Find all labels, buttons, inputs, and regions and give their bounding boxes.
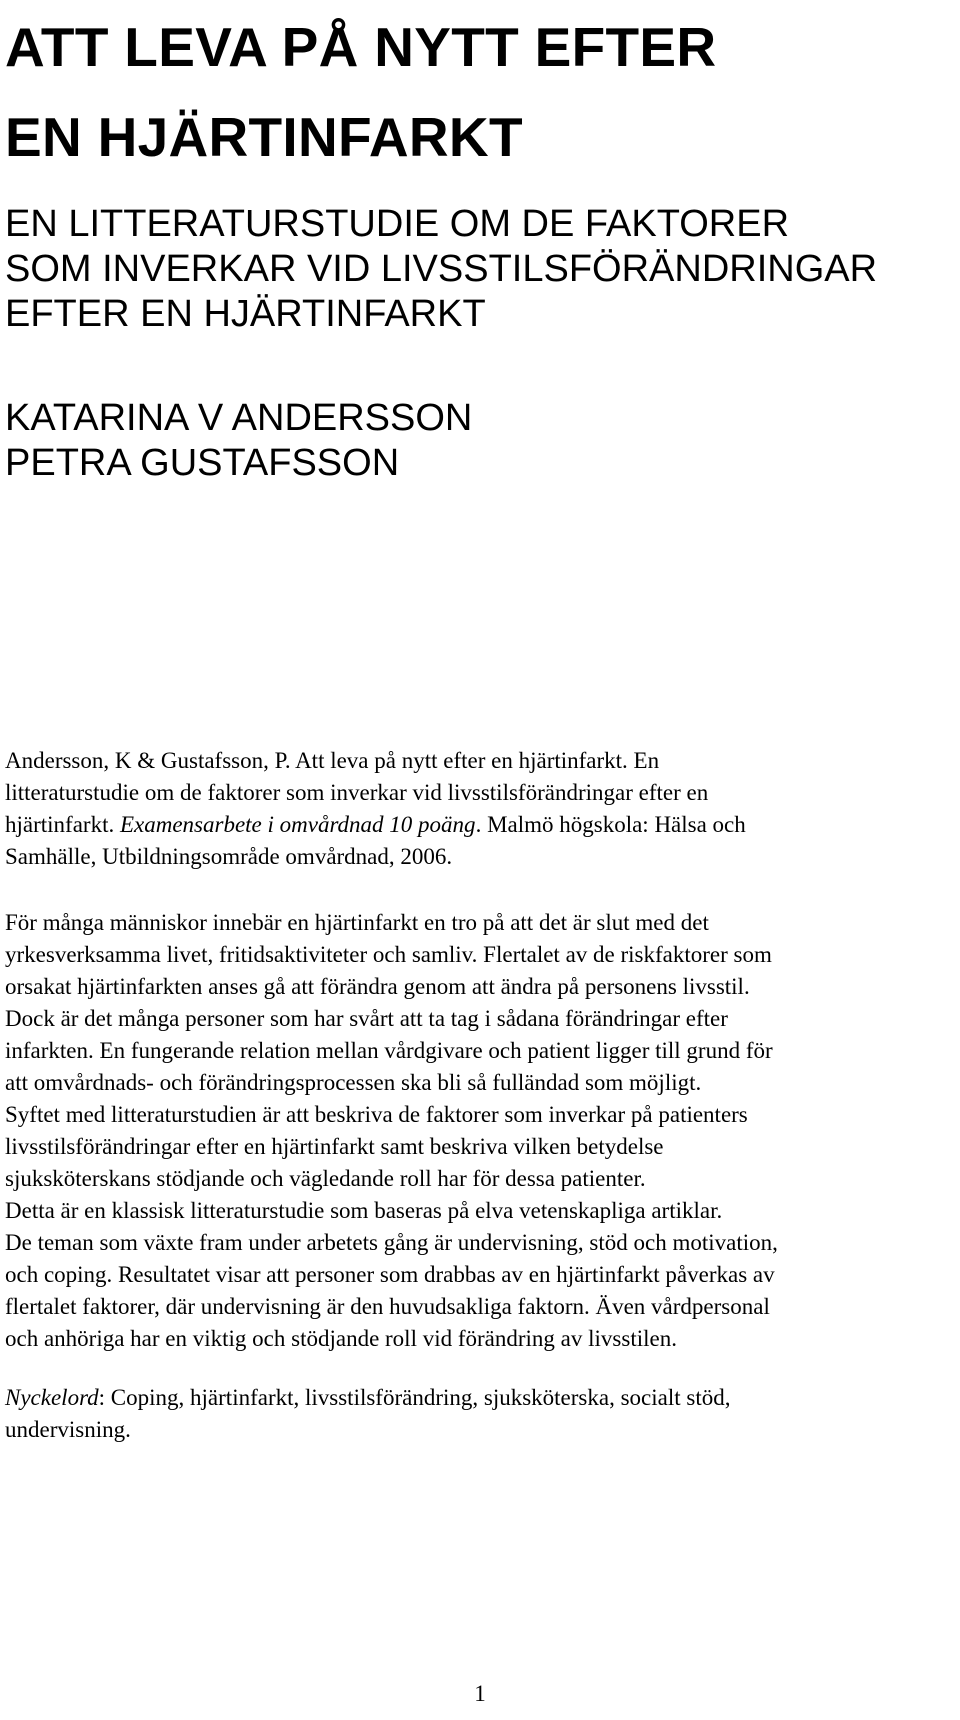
title-line: ATT LEVA PÅ NYTT EFTER (5, 16, 717, 78)
abstract-line: Dock är det många personer som har svårt att ta tag i sådana förändringar efter (5, 1006, 728, 1031)
author-name: KATARINA V ANDERSSON (5, 397, 473, 439)
citation-block (5, 745, 945, 873)
abstract-line: Syftet med litteraturstudien är att beskriva de faktorer som inverkar på patienters (5, 1102, 748, 1127)
document-subtitle (5, 202, 955, 337)
abstract-line: De teman som växte fram under arbetets gång är undervisning, stöd och motivation, (5, 1230, 778, 1255)
abstract-line: att omvårdnads- och förändringsprocessen ska bli så fulländad som möjligt. (5, 1070, 702, 1095)
abstract-line: och anhöriga har en viktig och stödjande roll vid förändring av livsstilen. (5, 1326, 677, 1351)
abstract-line: Detta är en klassisk litteraturstudie som baseras på elva vetenskapliga artiklar. (5, 1198, 723, 1223)
subtitle-line: EN LITTERATURSTUDIE OM DE FAKTORER (5, 203, 790, 245)
keywords-label: Nyckelord (5, 1385, 99, 1410)
citation-text: hjärtinfarkt. (5, 812, 120, 837)
abstract-line: orsakat hjärtinfarkten anses gå att förändra genom att ändra på personens livsstil. (5, 974, 750, 999)
citation-line (5, 809, 945, 841)
citation-thesis-type: Examensarbete i omvårdnad 10 poäng (119, 812, 476, 837)
citation-line: litteraturstudie om de faktorer som inverkar vid livsstilsförändringar efter en (5, 780, 709, 805)
citation-line: Andersson, K & Gustafsson, P. Att leva på nytt efter en hjärtinfarkt. En (5, 748, 660, 773)
abstract-line: yrkesverksamma livet, fritidsaktiviteter och samliv. Flertalet av de riskfaktorer som (5, 942, 772, 967)
keywords-line (5, 1382, 945, 1414)
keywords-block (5, 1382, 945, 1446)
abstract-line: sjuksköterskans stödjande och vägledande roll har för dessa patienter. (5, 1166, 646, 1191)
subtitle-line: EFTER EN HJÄRTINFARKT (5, 293, 486, 335)
abstract-block (5, 907, 945, 1355)
abstract-line: För många människor innebär en hjärtinfarkt en tro på att det är slut med det (5, 910, 709, 935)
abstract-line: infarkten. En fungerande relation mellan vårdgivare och patient ligger till grund för (5, 1038, 773, 1063)
subtitle-line: SOM INVERKAR VID LIVSSTILSFÖRÄNDRINGAR (5, 248, 878, 290)
document-title (5, 2, 955, 182)
title-line: EN HJÄRTINFARKT (5, 106, 523, 168)
abstract-line: och coping. Resultatet visar att personer som drabbas av en hjärtinfarkt påverkas av (5, 1262, 775, 1287)
citation-line: Samhälle, Utbildningsområde omvårdnad, 2006. (5, 844, 453, 869)
citation-text: . Malmö högskola: Hälsa och (475, 812, 746, 837)
keywords-line: undervisning. (5, 1417, 131, 1442)
author-list (5, 396, 955, 486)
author-name: PETRA GUSTAFSSON (5, 442, 400, 484)
abstract-line: livsstilsförändringar efter en hjärtinfarkt samt beskriva vilken betydelse (5, 1134, 664, 1159)
keywords-text: : Coping, hjärtinfarkt, livsstilsförändring, sjuksköterska, socialt stöd, (98, 1385, 731, 1410)
abstract-line: flertalet faktorer, där undervisning är den huvudsakliga faktorn. Även vårdpersonal (5, 1294, 770, 1319)
page-number: 1 (474, 1681, 486, 1706)
